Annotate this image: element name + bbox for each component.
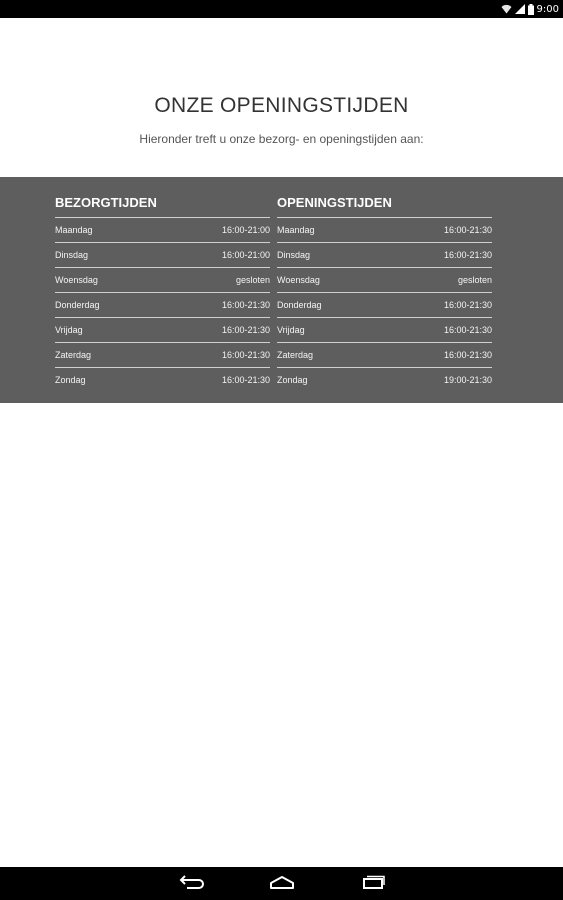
hours-row [55,343,270,368]
page-title: ONZE OPENINGSTIJDEN [154,94,409,117]
time-value: 16:00-21:30 [443,225,492,235]
navigation-bar [0,867,563,900]
day-label: Dinsdag [277,250,311,260]
hours-row [277,293,492,318]
day-label: Zaterdag [277,350,314,360]
time-value: 16:00-21:30 [221,375,270,385]
day-label: Woensdag [277,275,320,285]
status-icons [501,2,559,16]
hours-panel [0,177,563,403]
day-label: Dinsdag [55,250,89,260]
time-value: 19:00-21:30 [443,375,492,385]
time-value: 16:00-21:30 [221,350,270,360]
back-button[interactable] [172,872,212,896]
time-value: 16:00-21:00 [221,250,270,260]
day-label: Zondag [55,375,86,385]
time-value: gesloten [235,275,270,285]
bezorgtijden-column [55,191,270,392]
day-label: Zaterdag [55,350,92,360]
hours-row [55,218,270,243]
recents-icon [361,875,385,894]
hours-row [277,218,492,243]
hours-row [277,368,492,392]
time-value: 16:00-21:30 [221,325,270,335]
openingstijden-column [277,191,492,392]
time-value: gesloten [457,275,492,285]
hours-row [277,243,492,268]
wifi-icon [501,4,512,14]
hours-row [55,243,270,268]
time-value: 16:00-21:30 [443,350,492,360]
day-label: Donderdag [55,300,100,310]
back-icon [179,875,205,894]
hours-row [277,343,492,368]
time-value: 16:00-21:30 [221,300,270,310]
status-time: 9:00 [536,3,559,15]
hours-row [277,268,492,293]
day-label: Woensdag [55,275,98,285]
day-label: Vrijdag [277,325,305,335]
day-label: Vrijdag [55,325,83,335]
hours-row [277,318,492,343]
time-value: 16:00-21:30 [443,250,492,260]
day-label: Maandag [55,225,93,235]
time-value: 16:00-21:30 [443,325,492,335]
day-label: Zondag [277,375,308,385]
time-value: 16:00-21:30 [443,300,492,310]
page-subtitle: Hieronder treft u onze bezorg- en openingstijden aan: [139,132,424,146]
day-label: Maandag [277,225,315,235]
hours-row [55,293,270,318]
home-button[interactable] [262,872,302,896]
signal-icon [515,4,525,14]
battery-icon [528,4,534,15]
bezorgtijden-heading: BEZORGTIJDEN [55,191,270,218]
main-content [0,18,563,867]
status-bar [0,0,563,18]
home-icon [269,875,295,894]
recents-button[interactable] [353,872,393,896]
day-label: Donderdag [277,300,322,310]
hours-row [55,368,270,392]
openingstijden-heading: OPENINGSTIJDEN [277,191,492,218]
hours-row [55,268,270,293]
time-value: 16:00-21:00 [221,225,270,235]
hours-row [55,318,270,343]
